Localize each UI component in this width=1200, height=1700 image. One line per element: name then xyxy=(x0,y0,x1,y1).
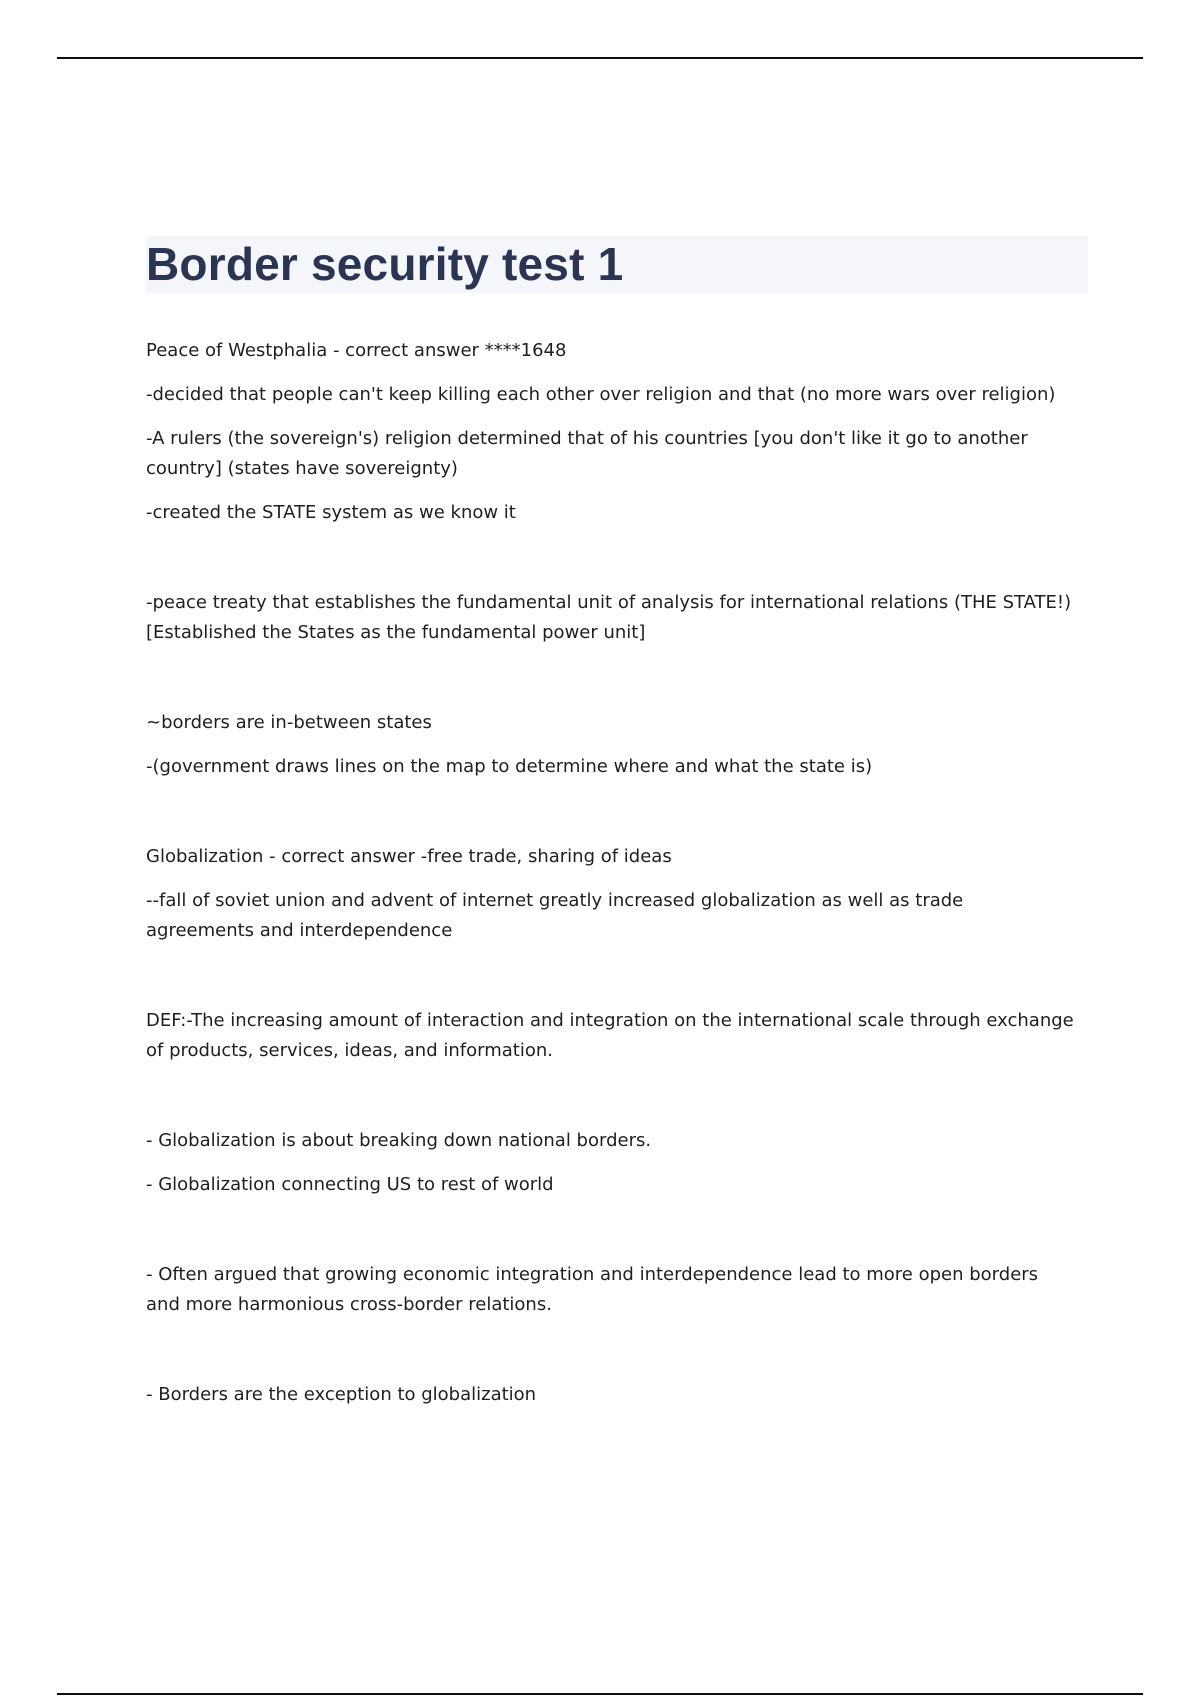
text-line: - Borders are the exception to globalization xyxy=(146,1384,537,1405)
text-line: Globalization - correct answer -free trade, sharing of ideas xyxy=(146,846,672,867)
text-line: -decided that people can't keep killing each other over religion and that (no more wars over religion) xyxy=(146,384,1056,405)
text-line: - Often argued that growing economic integration and interdependence lead to more open borders and more harmonious cross-border relations. xyxy=(146,1264,1039,1315)
document-body xyxy=(146,336,1076,1410)
text-line: - Globalization connecting US to rest of world xyxy=(146,1174,554,1195)
top-rule xyxy=(57,57,1143,59)
text-line: - Globalization is about breaking down national borders. xyxy=(146,1130,652,1151)
text-line: -(government draws lines on the map to determine where and what the state is) xyxy=(146,756,873,777)
text-line: -peace treaty that establishes the fundamental unit of analysis for international relations (THE STATE!) [Established the States as the fundamental power unit] xyxy=(146,592,1072,643)
document-title: Border security test 1 xyxy=(146,238,624,290)
text-line: --fall of soviet union and advent of internet greatly increased globalization as well as trade agreements and interdependence xyxy=(146,890,964,941)
bottom-rule xyxy=(57,1693,1143,1695)
text-line: ~borders are in-between states xyxy=(146,712,432,733)
text-line: DEF:-The increasing amount of interaction and integration on the international scale through exchange of products, services, ideas, and information. xyxy=(146,1010,1074,1061)
text-line: Peace of Westphalia - correct answer ****1648 xyxy=(146,340,567,361)
text-line: -created the STATE system as we know it xyxy=(146,502,516,523)
text-line: -A rulers (the sovereign's) religion determined that of his countries [you don't like it go to another country] (states have sovereignty) xyxy=(146,428,1028,479)
